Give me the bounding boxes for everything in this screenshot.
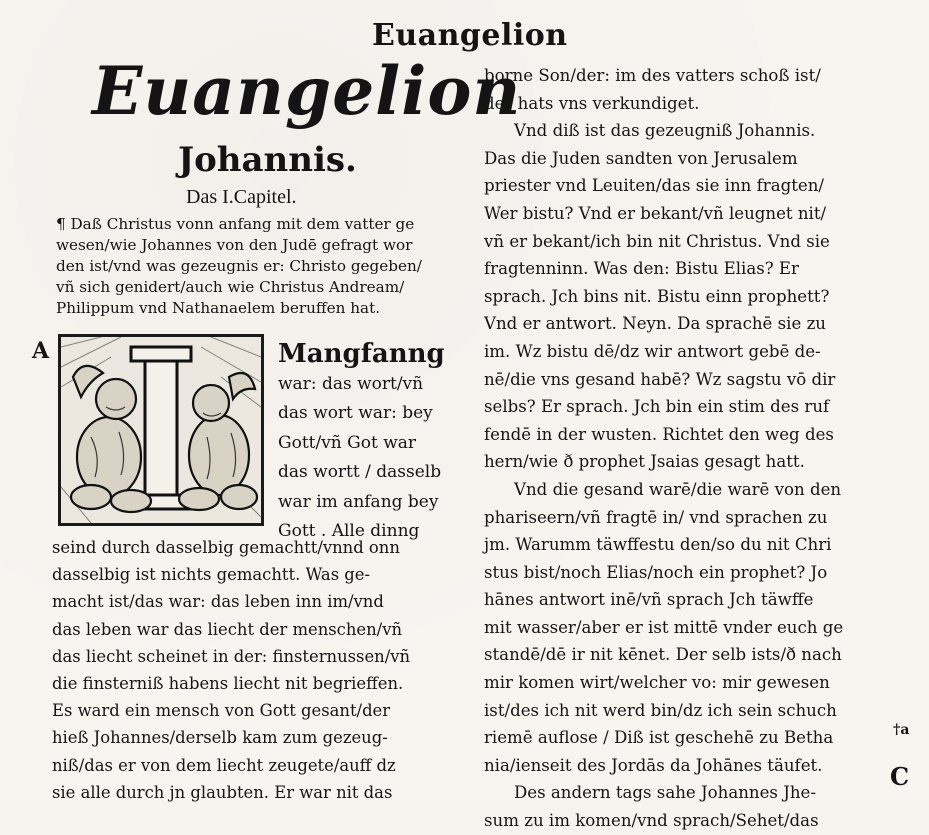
text-line: sie alle durch jn glaubten. Er war nit das: [52, 782, 393, 802]
text-line: Es ward ein mensch von Gott gesant/der: [52, 701, 391, 721]
text-line: mit wasser/aber er ist mittē vnder euch ge: [484, 617, 844, 637]
text-line: phariseern/vñ fragtē in/ vnd sprachen zu: [484, 507, 828, 527]
summary-line: ¶ Daß Christus vonn anfang mit dem vatter ge: [56, 215, 415, 233]
text-line: riemē auflose / Diß ist geschehē zu Betha: [484, 728, 834, 748]
text-line: nia/ienseit des Jordās da Johānes täufet.: [484, 755, 823, 775]
summary-line: vñ sich genidert/auch wie Christus Andream/: [56, 278, 405, 296]
text-line: mir komen wirt/welcher vo: mir gewesen: [484, 673, 830, 693]
text-line: Vnd die gesand warē/die warē von den: [514, 479, 842, 499]
text-line: hieß Johannes/derselb kam zum gezeug-: [52, 728, 388, 748]
opening-line: das wortt / dasselb: [278, 462, 442, 482]
opening-line: Gott/vñ Got war: [278, 432, 417, 453]
opening-line: war im anfang bey: [278, 491, 439, 512]
text-line: seind durch dasselbig gemachtt/vnnd onn: [52, 538, 400, 557]
text-line: sum zu im komen/vnd sprach/Sehet/das: [484, 811, 819, 831]
opening-line: das wort war: bey: [278, 403, 433, 423]
text-line: macht ist/das war: das leben inn im/vnd: [52, 592, 384, 612]
text-line: Vnd er antwort. Neyn. Da sprachē sie zu: [484, 314, 826, 334]
text-line: das leben war das liecht der menschen/vñ: [52, 619, 403, 639]
opening-line: war: das wort/vñ: [278, 373, 424, 394]
text-line: die finsterniß habens liecht nit begrieffen.: [52, 674, 404, 694]
text-line: selbs? Er sprach. Jch bin ein stim des ruf: [484, 397, 830, 417]
text-line: sprach. Jch bins nit. Bistu einn prophett?: [484, 286, 830, 306]
decorated-initial: [58, 334, 264, 526]
summary-line: wesen/wie Johannes von den Judē gefragt wor: [56, 236, 413, 254]
opening-line: Gott . Alle dinng: [278, 521, 420, 541]
margin-note: †a: [893, 722, 910, 738]
opening-line: Mangfanng: [278, 339, 445, 369]
text-line: niß/das er von dem liecht zeugete/auff dz: [52, 755, 396, 775]
text-line: stus bist/noch Elias/noch ein prophet? Jo: [484, 562, 828, 582]
text-line: jm. Warumm täwffestu den/so du nit Chri: [484, 535, 832, 555]
woodcut-illustration: [61, 337, 261, 523]
chapter-heading: Das I.Capitel.: [186, 186, 297, 208]
text-line: borne Son/der: im des vatters schoß ist/: [484, 66, 821, 85]
page-title: Euangelion: [92, 52, 522, 130]
text-line: im. Wz bistu dē/dz wir antwort gebē de-: [484, 341, 821, 361]
text-line: fragtenninn. Was den: Bistu Elias? Er: [484, 259, 799, 279]
text-line: standē/dē ir nit kēnet. Der selb ists/ð nach: [484, 645, 842, 665]
text-line: Wer bistu? Vnd er bekant/vñ leugnet nit/: [484, 203, 827, 223]
text-line: fendē in der wusten. Richtet den weg des: [484, 424, 834, 444]
margin-marker: A: [32, 338, 50, 364]
text-line: nē/die vns gesand habē? Wz sagstu vō dir: [484, 369, 836, 389]
text-line: das liecht scheinet in der: finsternussen/vñ: [52, 646, 411, 666]
right-column-body: [484, 62, 896, 835]
running-head: Euangelion: [372, 18, 568, 53]
opening-paragraph: [278, 340, 468, 547]
summary-line: den ist/vnd was gezeugnis er: Christo gegeben/: [56, 257, 422, 275]
text-line: ist/des ich nit werd bin/dz ich sein schuch: [484, 700, 837, 720]
text-line: priester vnd Leuiten/das sie inn fragten/: [484, 176, 824, 196]
text-line: hern/wie ð prophet Jsaias gesagt hatt.: [484, 452, 805, 472]
chapter-summary: [56, 214, 466, 319]
text-line: Das die Juden sandten von Jerusalem: [484, 148, 798, 168]
text-line: vñ er bekant/ich bin nit Christus. Vnd sie: [484, 231, 830, 251]
margin-note: C: [890, 762, 910, 791]
text-line: Vnd diß ist das gezeugniß Johannis.: [514, 121, 816, 141]
text-line: dasselbig ist nichts gemachtt. Was ge-: [52, 565, 371, 585]
text-line: Des andern tags sahe Johannes Jhe-: [514, 783, 816, 803]
page-subtitle: Johannis.: [178, 140, 357, 180]
left-column-body: [52, 534, 466, 806]
text-line: der hats vns verkundiget.: [484, 93, 700, 113]
summary-line: Philippum vnd Nathanaelem beruffen hat.: [56, 299, 381, 317]
text-line: hānes antwort inē/vñ sprach Jch täwffe: [484, 590, 814, 610]
